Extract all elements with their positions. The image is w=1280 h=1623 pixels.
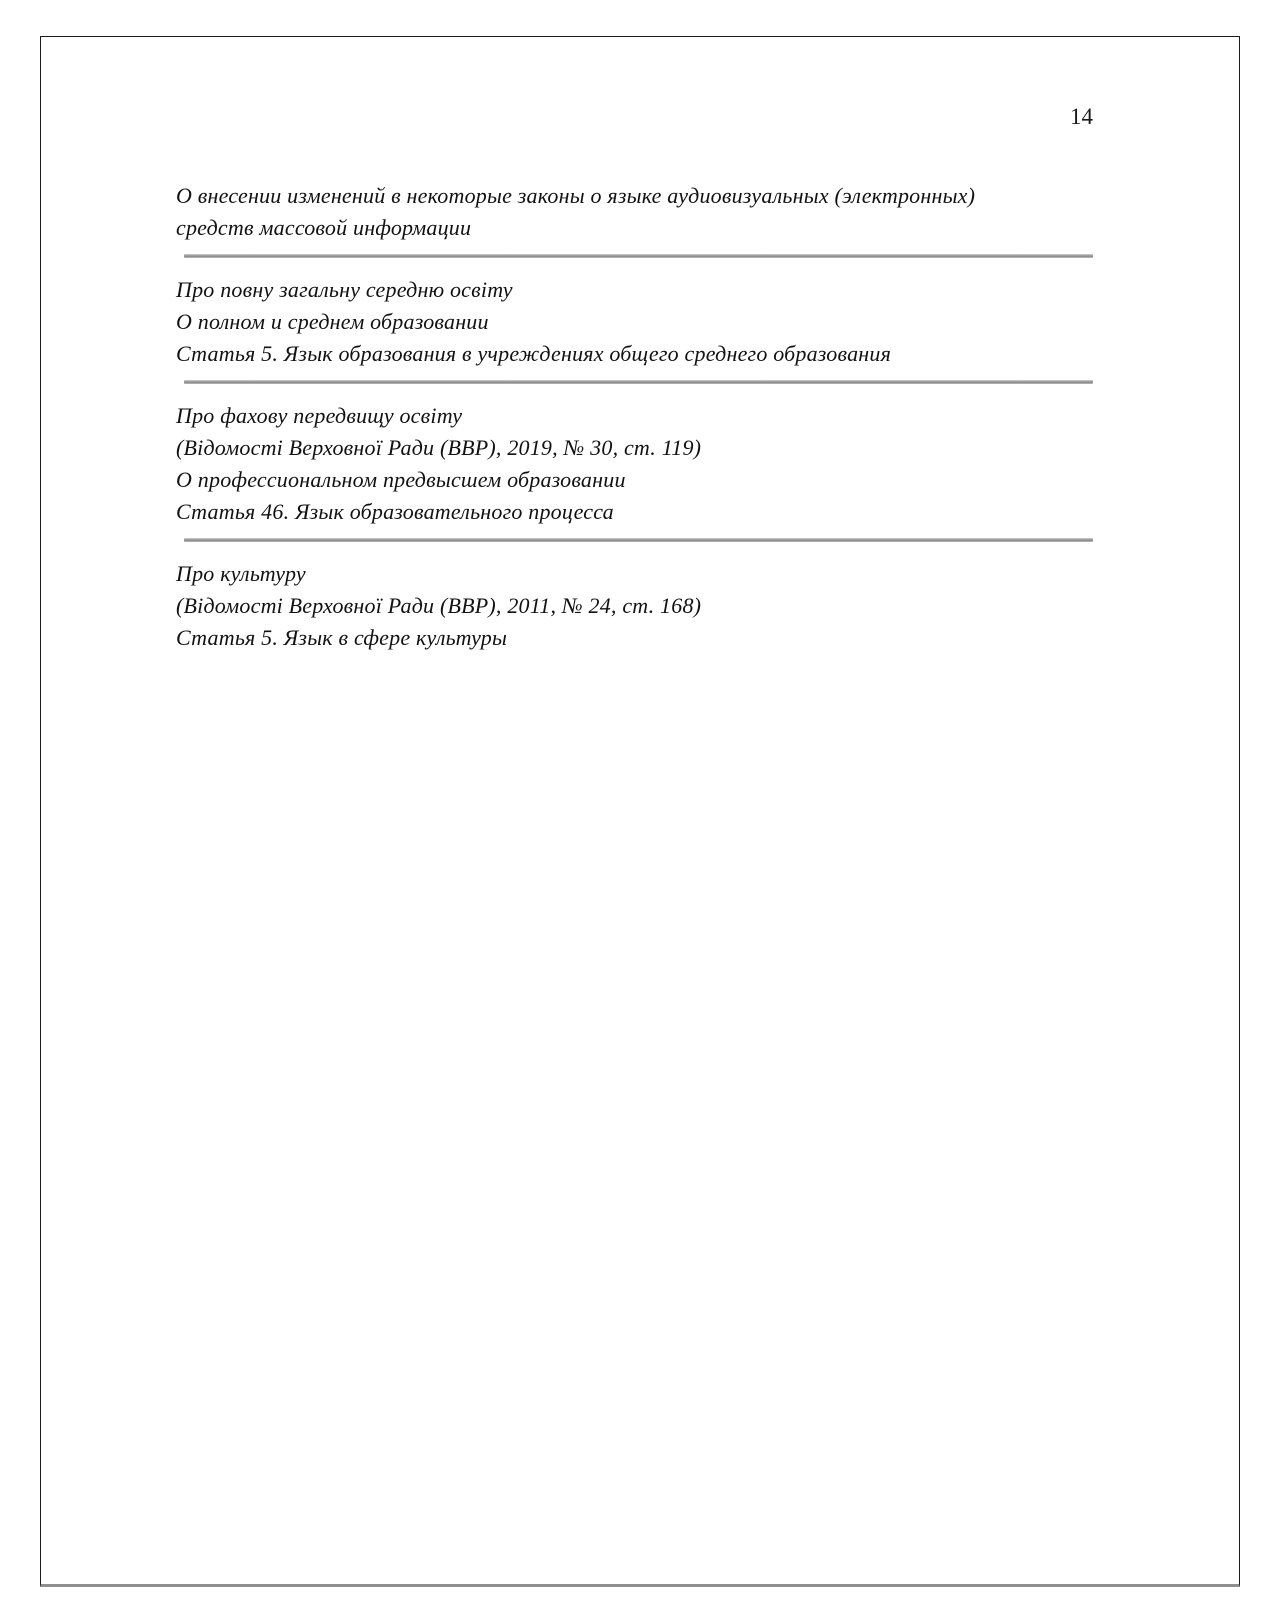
section-divider xyxy=(184,380,1093,384)
section-divider xyxy=(184,538,1093,542)
text-line: Статья 46. Язык образовательного процесса xyxy=(176,499,614,524)
text-line: Статья 5. Язык образования в учреждениях общего среднего образования xyxy=(176,341,892,366)
law-section-3 xyxy=(176,400,1093,528)
text-line: (Відомості Верховної Ради (ВВР), 2011, № 24, ст. 168) xyxy=(176,593,702,618)
text-line: О полном и среднем образовании xyxy=(176,309,489,334)
law-section-4 xyxy=(176,558,1093,654)
section-divider xyxy=(184,254,1093,258)
text-line: О профессиональном предвысшем образовании xyxy=(176,467,626,492)
text-line: (Відомості Верховної Ради (ВВР), 2019, № 30, ст. 119) xyxy=(176,435,702,460)
law-section-2 xyxy=(176,274,1093,370)
page-number: 14 xyxy=(1070,104,1093,129)
law-section-1 xyxy=(176,180,1093,244)
page-frame xyxy=(40,36,1240,1587)
page-content xyxy=(41,37,1239,654)
text-line: Про фахову передвищу освіту xyxy=(176,403,463,428)
text-line: О внесении изменений в некоторые законы о языке аудиовизуальных (электронных) xyxy=(176,183,976,208)
text-line: Про культуру xyxy=(176,561,306,586)
text-line: Статья 5. Язык в сфере культуры xyxy=(176,625,508,650)
text-line: Про повну загальну середню освіту xyxy=(176,277,513,302)
text-line: средств массовой информации xyxy=(176,215,472,240)
